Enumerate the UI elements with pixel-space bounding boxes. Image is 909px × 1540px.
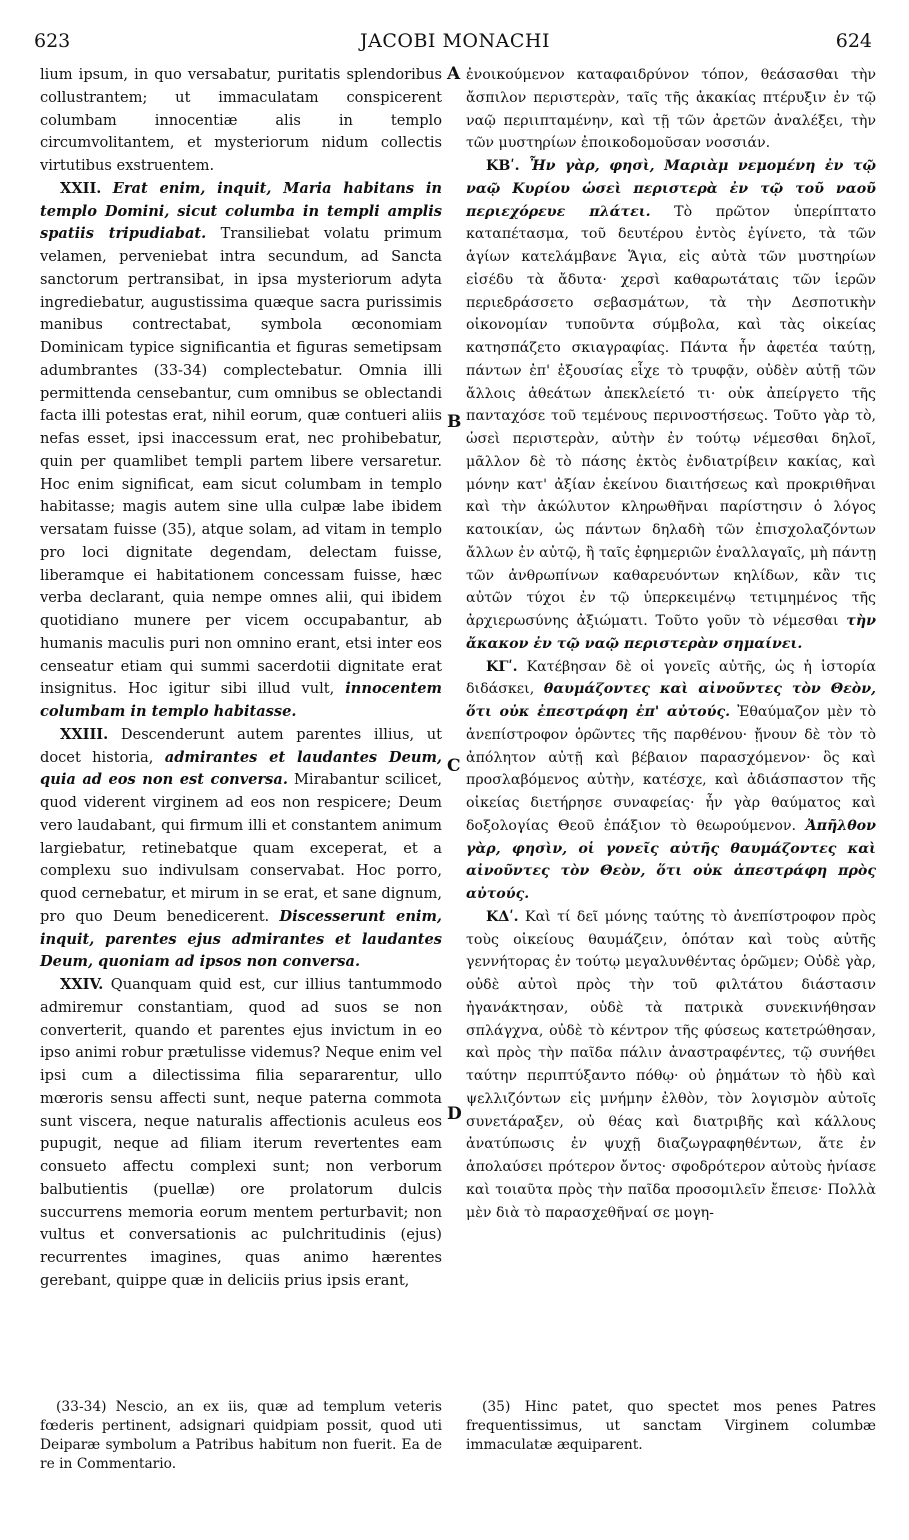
running-title: JACOBI MONACHI bbox=[360, 30, 550, 52]
margin-letter-c: C bbox=[447, 756, 461, 776]
greek-column bbox=[466, 64, 876, 1224]
latin-section-24 bbox=[40, 974, 442, 1293]
latin-section-number: XXIV. bbox=[60, 976, 104, 993]
latin-body-text: Quanquam quid est, cur illius tantummodo admiremur constantiam, quod ad suos se non converterit, quando et parentes ejus invictum in eo ipso animi robur prætulisse videmus? Neque enim vel ipsi cum a dilectissima filia separarentur, ullo mœroris sensu affecti sunt, neque paterna commota sunt viscera, neque naturalis affectionis aculeus eos pupugit, neque ad filiam iterum revertentes eam consueto affectu complexi sunt; non verborum balbutientis (puellæ) ore prolatorum dulcis succurrens memoria eorum mentem perturbavit; non vultus et conversationis ac pulchritudinis (ejus) recurrentes imagines, quas animo hærentes gerebant, quippe quæ in deliciis prius ipsis erant, bbox=[40, 976, 442, 1289]
latin-quotation: Erat enim, inquit, Maria habitans in templo Domini, sicut columba in templi amplis spatiis tripudiabat. bbox=[40, 179, 442, 243]
footnote-35: (35) Hinc patet, quo spectet mos penes Patres frequentissimus, ut sanctam Virginem columbæ immaculatæ æquiparent. bbox=[466, 1399, 876, 1453]
greek-section-23 bbox=[466, 656, 876, 906]
latin-quotation: Discesserunt enim, inquit, parentes ejus admirantes et laudantes Deum, quoniam ad ipsos non conversa. bbox=[40, 907, 442, 971]
greek-section-number: ΚΓʹ. bbox=[486, 658, 518, 675]
latin-body-text: Descenderunt autem parentes illius, ut docet historia, bbox=[40, 725, 442, 766]
page-number-left: 623 bbox=[34, 30, 71, 52]
greek-body-text: Καὶ τί δεῖ μόνης ταύτης τὸ ἀνεπίστροφον πρὸς τοὺς οἰκείους θαυμάζειν, ὁπόταν καὶ τοὺς αὐτῆς γεννήτορας ἐν τούτῳ μεγαλυνθέντας ὁρῶμεν; Οὐδὲ γὰρ, οὐδὲ αὐτοὶ πρὸς τὴν τοῦ φιλτάτου διάστασιν ἠγανάκτησαν, οὐδὲ τὰ πατρικὰ συνεκινήθησαν σπλάγχνα, οὐδὲ τὸ κέντρον τῆς φύσεως κατετρώθησαν, καὶ πρὸς τὴν παῖδα πάλιν ἀναστραφέντες, τῷ συνήθει ταύτην περιπτύξαντο πόθῳ· οὐ ῥημάτων τὸ ἡδὺ καὶ ψελλιζόντων εἰς μνήμην ἐλθὸν, τὸν λογισμὸν αὐτοῖς συνετάραξεν, οὐ θέας καὶ διατριβῆς καὶ κάλλους ἀνατύπωσις ἐν ψυχῇ διαζωγραφηθέντων, ἅτε ἐν ἀπολαύσει πρότερον ὄντος· σφοδρότερον αὐτοὺς ἠνίασε καὶ τοιαῦτα πρὸς τὴν παῖδα προσομιλεῖν ἔπεισε· Πολλὰ μὲν διὰ τὸ παρασχεθῆναί σε μογη- bbox=[466, 908, 876, 1221]
margin-letter-a: A bbox=[447, 64, 461, 84]
greek-section-22 bbox=[466, 155, 876, 656]
latin-paragraph-intro: lium ipsum, in quo versabatur, puritatis splendoribus collustrantem; ut immaculatam conspicerent columbam innocentiæ alis in templo circumvolitantem, et mysteriorum nidum collectis virtutibus exstruentem. bbox=[40, 66, 442, 174]
latin-body-text: Mirabantur scilicet, quod viderent virginem ad eos non respicere; Deum vero laudabant, qui firmum illi et constantem animum largiebatur, retinebatque quam exceperat, et a complexu suo indivulsam conservabat. Hoc porro, quod cernebatur, et mirum in se erat, et sane dignum, pro quo Deum benedicerent. bbox=[40, 771, 443, 925]
greek-quotation: Ἀπῆλθον γὰρ, φησὶν, οἱ γονεῖς αὐτῆς θαυμάζοντες καὶ αἰνοῦντες τὸν Θεὸν, ὅτι οὐκ ἀπεστράφη πρὸς αὐτούς. bbox=[466, 817, 876, 902]
latin-body-text: Transiliebat volatu primum velamen, perveniebat intra secundum, ad Sancta sanctorum pertransibat, in ipsa mysteriorum adyta ingrediebatur, augustissima quæque sacra purissimis manibus contrectabat, symbola œconomiam Dominicam typice significantia et figuras semetipsam adumbrantes (33-34) complectebatur. Omnia illi permittenda censebantur, cum omnibus se oblectandi facta illi potestas erat, nihil eorum, quæ contueri aliis nefas esset, ipsi inaccessum erat, nec prohibebatur, quin per quamlibet templi partem libere versaretur. Hoc enim significat, eam sicut columbam in templo habitasse; magis autem sine ulla culpæ labe ibidem versatam fuisse (35), atque solam, ad vitam in templo pro loci dignitate degendam, delectam fuisse, liberamque ei habitationem concessam fuisse, hæc verba declarant, quia nempe omnes alii, qui ibidem quotidiano munere per vicem occupabantur, ab humanis maculis puri non omnino erant, etsi inter eos censeatur etiam qui summi sacerdotii dignitate erat insignitus. Hoc igitur sibi illud vult, bbox=[40, 225, 442, 698]
greek-body-text: Ἐθαύμαζον μὲν τὸ ἀνεπίστροφον ὁρῶντες τῆς παρθένου· ᾔνουν δὲ τὸν τὸ ἀπόλητον αὐτῇ καὶ βέβαιον παρασχόμενον· ὃς καὶ προσλαβόμενος αὐτὴν, κατέσχε, καὶ ἀδιάσπαστον τῆς οἰκείας διετήρησε συναφείας· ἦν γὰρ θαύματος καὶ δοξολογίας Θεοῦ ἐπάξιον τὸ θεωρούμενον. bbox=[466, 704, 876, 834]
greek-section-number: ΚΒʹ. bbox=[486, 158, 520, 174]
greek-section-number: ΚΔʹ. bbox=[486, 908, 519, 925]
latin-section-23 bbox=[40, 724, 442, 974]
latin-column bbox=[40, 64, 442, 1293]
latin-section-number: XXII. bbox=[60, 179, 102, 197]
page-number-right: 624 bbox=[835, 30, 872, 52]
latin-section-22 bbox=[40, 178, 442, 724]
latin-section-number: XXIII. bbox=[60, 725, 109, 743]
margin-letter-b: B bbox=[447, 412, 462, 432]
greek-quotation: Ἦν γὰρ, φησὶ, Μαριὰμ νεμομένη ἐν τῷ ναῷ Κυρίου ὡσεὶ περιστερὰ ἐν τῷ τοῦ ναοῦ περιεχόρευε πλάτει. bbox=[466, 158, 876, 220]
latin-quotation: admirantes et laudantes Deum, quia ad eos non est conversa. bbox=[40, 748, 443, 789]
page-header bbox=[30, 30, 880, 56]
greek-quotation: τὴν ἄκακον ἐν τῷ ναῷ περιστερὰν σημαίνει. bbox=[466, 613, 876, 652]
greek-body-text: Τὸ πρῶτον ὑπερίπτατο καταπέτασμα, τοῦ δευτέρου ἐντὸς ἐγίνετο, τὰ τῶν ἁγίων κατελάμβανε Ἅγια, εἰς αὐτὰ τῶν μυστηρίων εἰσέδυ τὰ ἄδυτα· χερσὶ καθαρωτάταις τῶν ἱερῶν περιεδράσσετο σεβασμάτων, τὰ τὴν Δεσποτικὴν οἰκονομίαν τυποῦντα σύμβολα, καὶ τὰς οἰκείας κατησπάζετο σκιαγραφίας. Πάντα ἦν ἀφετέα ταύτῃ, πάντων ἐπ' ἐξουσίας εἶχε τὸ τρυφᾷν, οὐδὲν αὐτῇ τῶν ἄλλοις ἀθεάτων ἀπεκλείετό τι· οὐκ ἀπείργετο τῆς πανταχόσε τοῦ τεμένους περινοστήσεως. Τοῦτο γὰρ τὸ, ὡσεὶ περιστερὰν, αὐτὴν ἐν τούτῳ νέμεσθαι δηλοῖ, μᾶλλον δὲ τὸ πάσης ἐκτὸς ἐνδιατρίβειν κακίας, καὶ μόνην κατ' ἀξίαν ἐκείνου διαιτήσεως καὶ προκριθῆναι καὶ τὴν ἀκώλυτον κληρωθῆναι παρίστησιν ὁ λόγος κατοικίαν, ὡς πάντων δηλαδὴ τῶν ἐπισχολαζόντων ἄλλων ἐν αὐτῷ, ἢ ταῖς ἐφημεριῶν ἐναλλαγαῖς, μὴ πάντῃ τῶν ἀνθρωπίνων καθαρευόντων κηλίδων, κἂν τις αὐτῶν τύχοι ἐν τῷ ὑπερκειμένῳ τετιμημένος τῆς ἀρχιερωσύνης ἀξιώματι. Τοῦτο γοῦν τὸ νέμεσθαι bbox=[466, 203, 876, 629]
greek-quotation: θαυμάζοντες καὶ αἰνοῦντες τὸν Θεὸν, ὅτι οὐκ ἐπεστράφη ἐπ' αὐτούς. bbox=[466, 681, 876, 720]
greek-paragraph-intro: ἐνοικούμενον καταφαιδρύνον τόπον, θεάσασθαι τὴν ἄσπιλον περιστερὰν, ταῖς τῆς ἀκακίας πτέρυξιν ἐν τῷ ναῷ περιιπταμένην, καὶ τῇ τῶν ἀρετῶν ἀναλέξει, τὴν τῶν μυστηρίων ἐποικοδομοῦσαν νοσσιάν. bbox=[466, 67, 876, 152]
margin-letter-d: D bbox=[447, 1104, 462, 1124]
footnote-33-34: (33-34) Nescio, an ex iis, quæ ad templum veteris fœderis pertinent, adsignari quidpiam possit, quod uti Deiparæ symbolum a Patribus habitum non fuerit. Ea de re in Commentario. bbox=[40, 1399, 442, 1472]
greek-section-24 bbox=[466, 906, 876, 1225]
latin-quotation: innocentem columbam in templo habitasse. bbox=[40, 680, 442, 720]
greek-body-text: Κατέβησαν δὲ οἱ γονεῖς αὐτῆς, ὡς ἡ ἱστορία διδάσκει, bbox=[466, 658, 876, 698]
